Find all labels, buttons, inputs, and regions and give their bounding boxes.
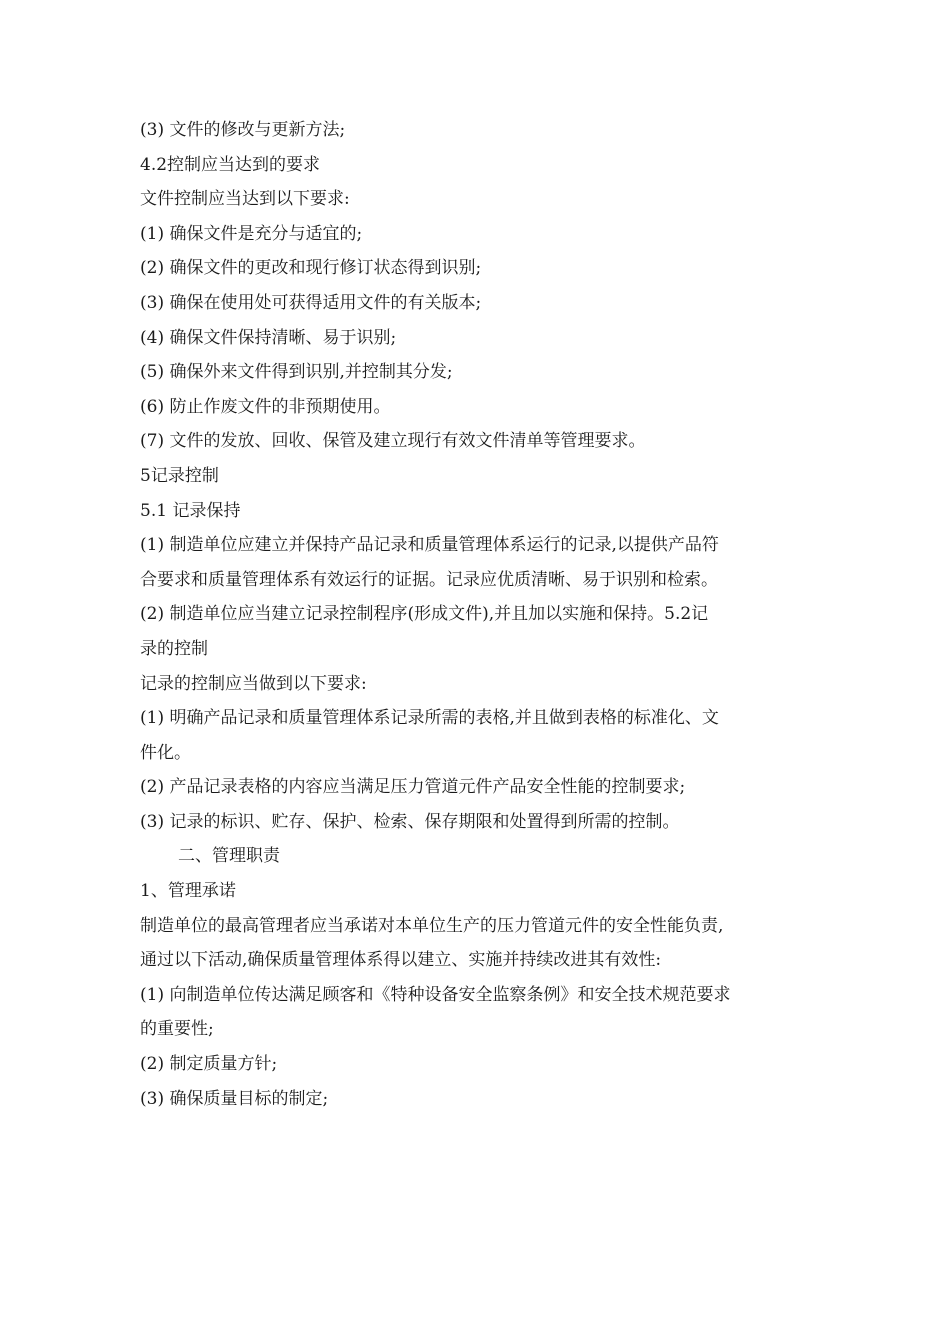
text-line: 件化。 <box>140 742 191 763</box>
list-item: (1) 明确产品记录和质量管理体系记录所需的表格,并且做到表格的标准化、文 <box>140 708 719 729</box>
section-heading: 1、管理承诺 <box>140 881 236 902</box>
list-item: (2) 制造单位应当建立记录控制程序(形成文件),并且加以实施和保持。5.2记 <box>140 604 709 625</box>
list-item: (3) 记录的标识、贮存、保护、检索、保存期限和处置得到所需的控制。 <box>140 811 680 832</box>
list-item: (2) 产品记录表格的内容应当满足压力管道元件产品安全性能的控制要求; <box>140 777 686 798</box>
document-body <box>140 113 815 1116</box>
list-item: (6) 防止作废文件的非预期使用。 <box>140 396 391 417</box>
list-item: (2) 制定质量方针; <box>140 1054 278 1075</box>
list-item: (1) 确保文件是充分与适宜的; <box>140 223 363 244</box>
text-line: 通过以下活动,确保质量管理体系得以建立、实施并持续改进其有效性: <box>140 950 662 971</box>
text-line: 的重要性; <box>140 1019 214 1040</box>
list-item: (1) 向制造单位传达满足顾客和《特种设备安全监察条例》和安全技术规范要求 <box>140 984 731 1005</box>
text-line: 记录的控制应当做到以下要求: <box>140 673 367 694</box>
list-item: (4) 确保文件保持清晰、易于识别; <box>140 327 397 348</box>
text-line: 录的控制 <box>140 638 208 659</box>
list-item: (3) 确保在使用处可获得适用文件的有关版本; <box>140 292 482 313</box>
text-line: 制造单位的最高管理者应当承诺对本单位生产的压力管道元件的安全性能负责, <box>140 915 724 936</box>
list-item: (2) 确保文件的更改和现行修订状态得到识别; <box>140 258 482 279</box>
section-heading: 4.2控制应当达到的要求 <box>140 154 321 175</box>
chapter-heading: 二、管理职责 <box>178 846 280 867</box>
list-item: (3) 确保质量目标的制定; <box>140 1088 329 1109</box>
list-item: (5) 确保外来文件得到识别,并控制其分发; <box>140 362 453 383</box>
subsection-heading: 5.1 记录保持 <box>140 500 241 521</box>
text-line: 文件控制应当达到以下要求: <box>140 189 350 210</box>
text-line: 合要求和质量管理体系有效运行的证据。记录应优质清晰、易于识别和检索。 <box>140 569 718 590</box>
section-heading: 5记录控制 <box>140 465 219 486</box>
list-item: (7) 文件的发放、回收、保管及建立现行有效文件清单等管理要求。 <box>140 431 646 452</box>
text-line: (3) 文件的修改与更新方法; <box>140 120 346 140</box>
list-item: (1) 制造单位应建立并保持产品记录和质量管理体系运行的记录,以提供产品符 <box>140 535 719 556</box>
